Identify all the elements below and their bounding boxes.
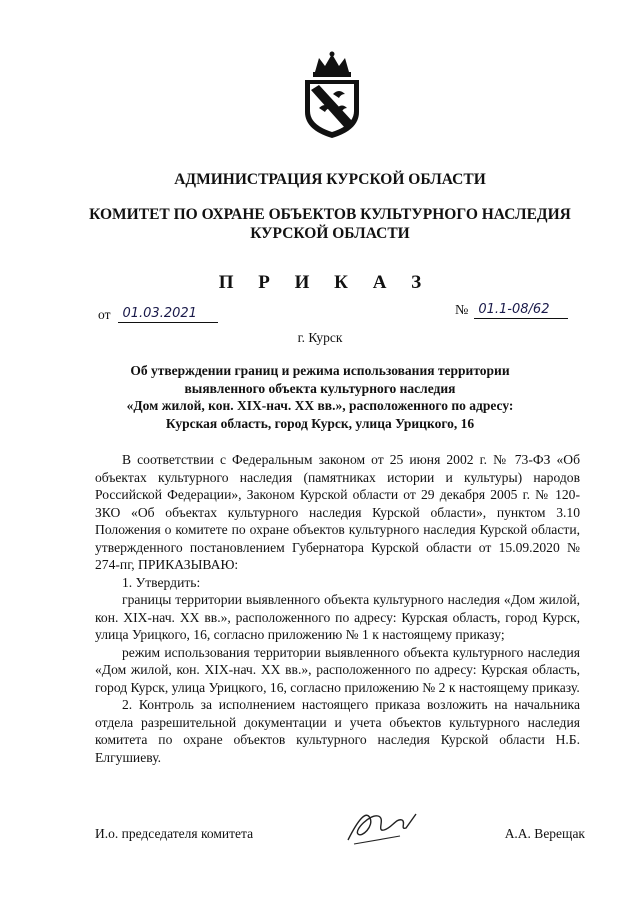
signature-image: [340, 800, 420, 850]
administration-heading: АДМИНИСТРАЦИЯ КУРСКОЙ ОБЛАСТИ: [174, 171, 486, 188]
date-prefix: от: [98, 307, 111, 322]
order-body: [95, 451, 580, 766]
number-prefix: №: [455, 303, 469, 318]
paragraph-item-2: 2. Контроль за исполнением настоящего приказа возложить на начальника отдела разрешительной документации и учета объектов культурного наследия комитета по охране объектов культурного наследия Курской области Н.Б. Елгушиеву.: [95, 697, 580, 765]
committee-heading: [60, 205, 600, 243]
order-date: [98, 306, 218, 323]
paragraph-regime: режим использования территории выявленного объекта культурного наследия «Дом жилой, кон. XIX-нач. XX вв.», расположенного по адресу: Курская область, город Курск, улица Урицкого, 16, согласно приложению № 2 к настоящему приказу.: [95, 644, 580, 695]
order-subject: [95, 362, 545, 432]
committee-heading-line2: КУРСКОЙ ОБЛАСТИ: [250, 225, 410, 242]
date-value: 01.03.2021: [118, 306, 218, 323]
subject-line1: Об утверждении границ и режима использования территории: [130, 363, 510, 378]
paragraph-item-1: 1. Утвердить:: [122, 574, 201, 590]
subject-line4: Курская область, город Курск, улица Урицкого, 16: [165, 415, 475, 431]
subject-line3: «Дом жилой, кон. XIX-нач. XX вв.», расположенного по адресу:: [126, 398, 514, 413]
signer-position: И.о. председателя комитета: [95, 826, 254, 841]
paragraph-boundaries: границы территории выявленного объекта культурного наследия «Дом жилой, кон. XIX-нач. XX вв.», расположенного по адресу: Курская область, город Курск, улица Урицкого, 16, согласно приложению № 1 к настоящему приказу;: [95, 592, 580, 642]
city: г. Курск: [297, 330, 343, 345]
coat-of-arms-icon: [297, 50, 367, 140]
signer-name: А.А. Верещак: [504, 826, 585, 841]
paragraph-preamble: В соответствии с Федеральным законом от 25 июня 2002 г. № 73-ФЗ «Об объектах культурного наследия (памятниках истории и культуры) народов Российской Федерации», Законом Курской области от 29 декабря 2005 г. № 120-ЗКО «Об объектах культурного наследия Курской области», пунктом 3.10 Положения о комитете по охране объектов культурного наследия Курской области, утвержденного постановлением Губернатора Курской области от 15.09.2020 № 274-пг, ПРИКАЗЫВАЮ:: [95, 452, 580, 572]
subject-line2: выявленного объекта культурного наследия: [184, 380, 456, 396]
order-number: [455, 302, 568, 319]
order-title: П Р И К А З: [218, 272, 432, 293]
number-value: 01.1-08/62: [474, 302, 568, 319]
committee-heading-line1: КОМИТЕТ ПО ОХРАНЕ ОБЪЕКТОВ КУЛЬТУРНОГО НАСЛЕДИЯ: [89, 206, 571, 223]
